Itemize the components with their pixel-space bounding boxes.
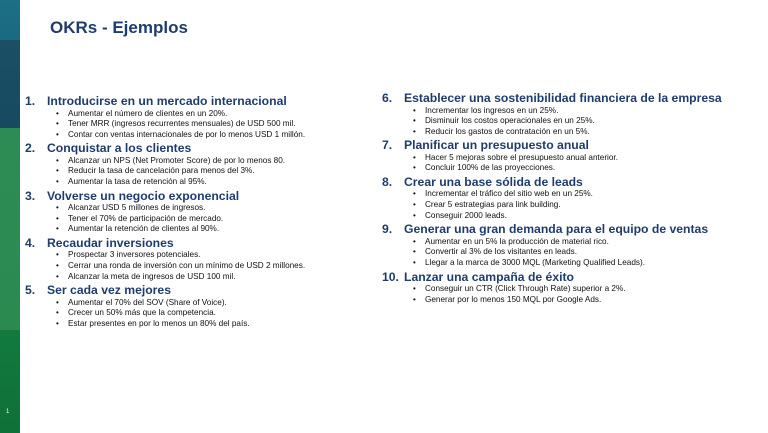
okr-list-right	[382, 91, 762, 306]
okr-heading	[25, 94, 375, 109]
okr-number: 3.	[25, 188, 36, 203]
okr-item	[25, 283, 375, 329]
key-result-item: • Alcanzar un NPS (Net Promoter Score) de por lo menos 80.	[25, 156, 375, 167]
key-results-list	[382, 189, 762, 221]
okr-heading	[25, 236, 375, 251]
key-results-list	[25, 250, 375, 282]
key-results-list	[25, 298, 375, 330]
okr-heading-text: Lanzar una campaña de éxito	[404, 269, 575, 284]
key-results-list	[382, 153, 762, 174]
okr-number: 1.	[25, 94, 36, 108]
okr-item	[382, 138, 762, 174]
okr-item	[382, 270, 762, 306]
key-results-list	[25, 109, 375, 141]
okr-number: 6.	[382, 91, 393, 105]
okr-heading	[382, 270, 762, 285]
key-result-item: • Reducir los gastos de contratación en un 5%.	[382, 127, 762, 138]
key-result-item: • Crecer un 50% más que la competencia.	[25, 308, 375, 319]
okr-item	[25, 189, 375, 235]
okr-number: 9.	[382, 222, 393, 237]
slide-number: 1	[6, 409, 10, 415]
key-result-item: • Aumentar en un 5% la producción de material rico.	[382, 237, 762, 248]
key-result-item: • Tener el 70% de participación de mercado.	[25, 214, 375, 225]
key-results-list	[25, 156, 375, 188]
okr-heading	[25, 283, 375, 298]
okr-heading	[25, 141, 375, 156]
okr-item	[25, 141, 375, 187]
okr-number: 7.	[382, 138, 393, 153]
key-result-item: • Cerrar una ronda de inversión con un mínimo de USD 2 millones.	[25, 261, 375, 272]
okr-heading	[25, 189, 375, 204]
okr-heading-text: Crear una base sólida de leads	[404, 174, 583, 189]
okr-heading-text: Ser cada vez mejores	[47, 283, 171, 298]
okr-item	[25, 236, 375, 282]
key-result-item: • Aumentar el número de clientes en un 20%.	[25, 109, 375, 120]
okr-heading-text: Volverse un negocio exponencial	[47, 188, 240, 203]
okr-heading-text: Recaudar inversiones	[47, 235, 174, 250]
okr-heading-text: Generar una gran demanda para el equipo de ventas	[404, 222, 709, 237]
key-result-item: • Prospectar 3 inversores potenciales.	[25, 250, 375, 261]
okr-item	[382, 222, 762, 268]
okr-heading-text: Introducirse en un mercado internacional	[47, 94, 287, 108]
okr-heading	[382, 138, 762, 153]
key-result-item: • Incrementar los ingresos en un 25%.	[382, 106, 762, 117]
key-results-list	[25, 203, 375, 235]
okr-number: 4.	[25, 235, 36, 250]
okr-heading	[382, 222, 762, 237]
key-result-item: • Crear 5 estrategias para link building.	[382, 200, 762, 211]
okr-item	[25, 94, 375, 140]
okr-heading-text: Conquistar a los clientes	[47, 141, 192, 156]
okr-item	[382, 175, 762, 221]
key-result-item: • Incrementar el tráfico del sitio web en un 25%.	[382, 189, 762, 200]
okr-number: 5.	[25, 283, 36, 298]
key-result-item: • Conseguir un CTR (Click Through Rate) superior a 2%.	[382, 284, 762, 295]
slide-title: OKRs - Ejemplos	[50, 18, 188, 37]
slide-sidebar-accent	[0, 0, 20, 433]
key-results-list	[382, 284, 762, 305]
key-result-item: • Tener MRR (ingresos recurrentes mensuales) de USD 500 mil.	[25, 119, 375, 130]
key-result-item: • Aumentar el 70% del SOV (Share of Voice).	[25, 298, 375, 309]
key-result-item: • Convertir al 3% de los visitantes en leads.	[382, 247, 762, 258]
okr-heading-text: Planificar un presupuesto anual	[404, 138, 589, 153]
okr-heading	[382, 91, 762, 106]
key-result-item: • Aumentar la tasa de retención al 95%.	[25, 177, 375, 188]
key-result-item: • Conseguir 2000 leads.	[382, 211, 762, 222]
okr-number: 10.	[382, 269, 399, 284]
okr-heading	[382, 175, 762, 190]
okr-heading-text: Establecer una sostenibilidad financiera de la empresa	[404, 91, 722, 105]
key-result-item: • Alcanzar USD 5 millones de ingresos.	[25, 203, 375, 214]
key-results-list	[382, 237, 762, 269]
key-results-list	[382, 106, 762, 138]
okr-list-left	[25, 94, 375, 330]
key-result-item: • Disminuir los costos operacionales en un 25%.	[382, 116, 762, 127]
key-result-item: • Concluir 100% de las proyecciones.	[382, 163, 762, 174]
key-result-item: • Reducir la tasa de cancelación para menos del 3%.	[25, 166, 375, 177]
key-result-item: • Generar por lo menos 150 MQL por Google Ads.	[382, 295, 762, 306]
key-result-item: • Aumentar la retención de clientes al 90%.	[25, 224, 375, 235]
okr-number: 2.	[25, 141, 36, 156]
key-result-item: • Alcanzar la meta de ingresos de USD 100 mil.	[25, 272, 375, 283]
key-result-item: • Estar presentes en por lo menos un 80% del país.	[25, 319, 375, 330]
key-result-item: • Llegar a la marca de 3000 MQL (Marketing Qualified Leads).	[382, 258, 762, 269]
okr-item	[382, 91, 762, 137]
okr-number: 8.	[382, 174, 393, 189]
key-result-item: • Hacer 5 mejoras sobre el presupuesto anual anterior.	[382, 153, 762, 164]
key-result-item: • Contar con ventas internacionales de por lo menos USD 1 millón.	[25, 130, 375, 141]
